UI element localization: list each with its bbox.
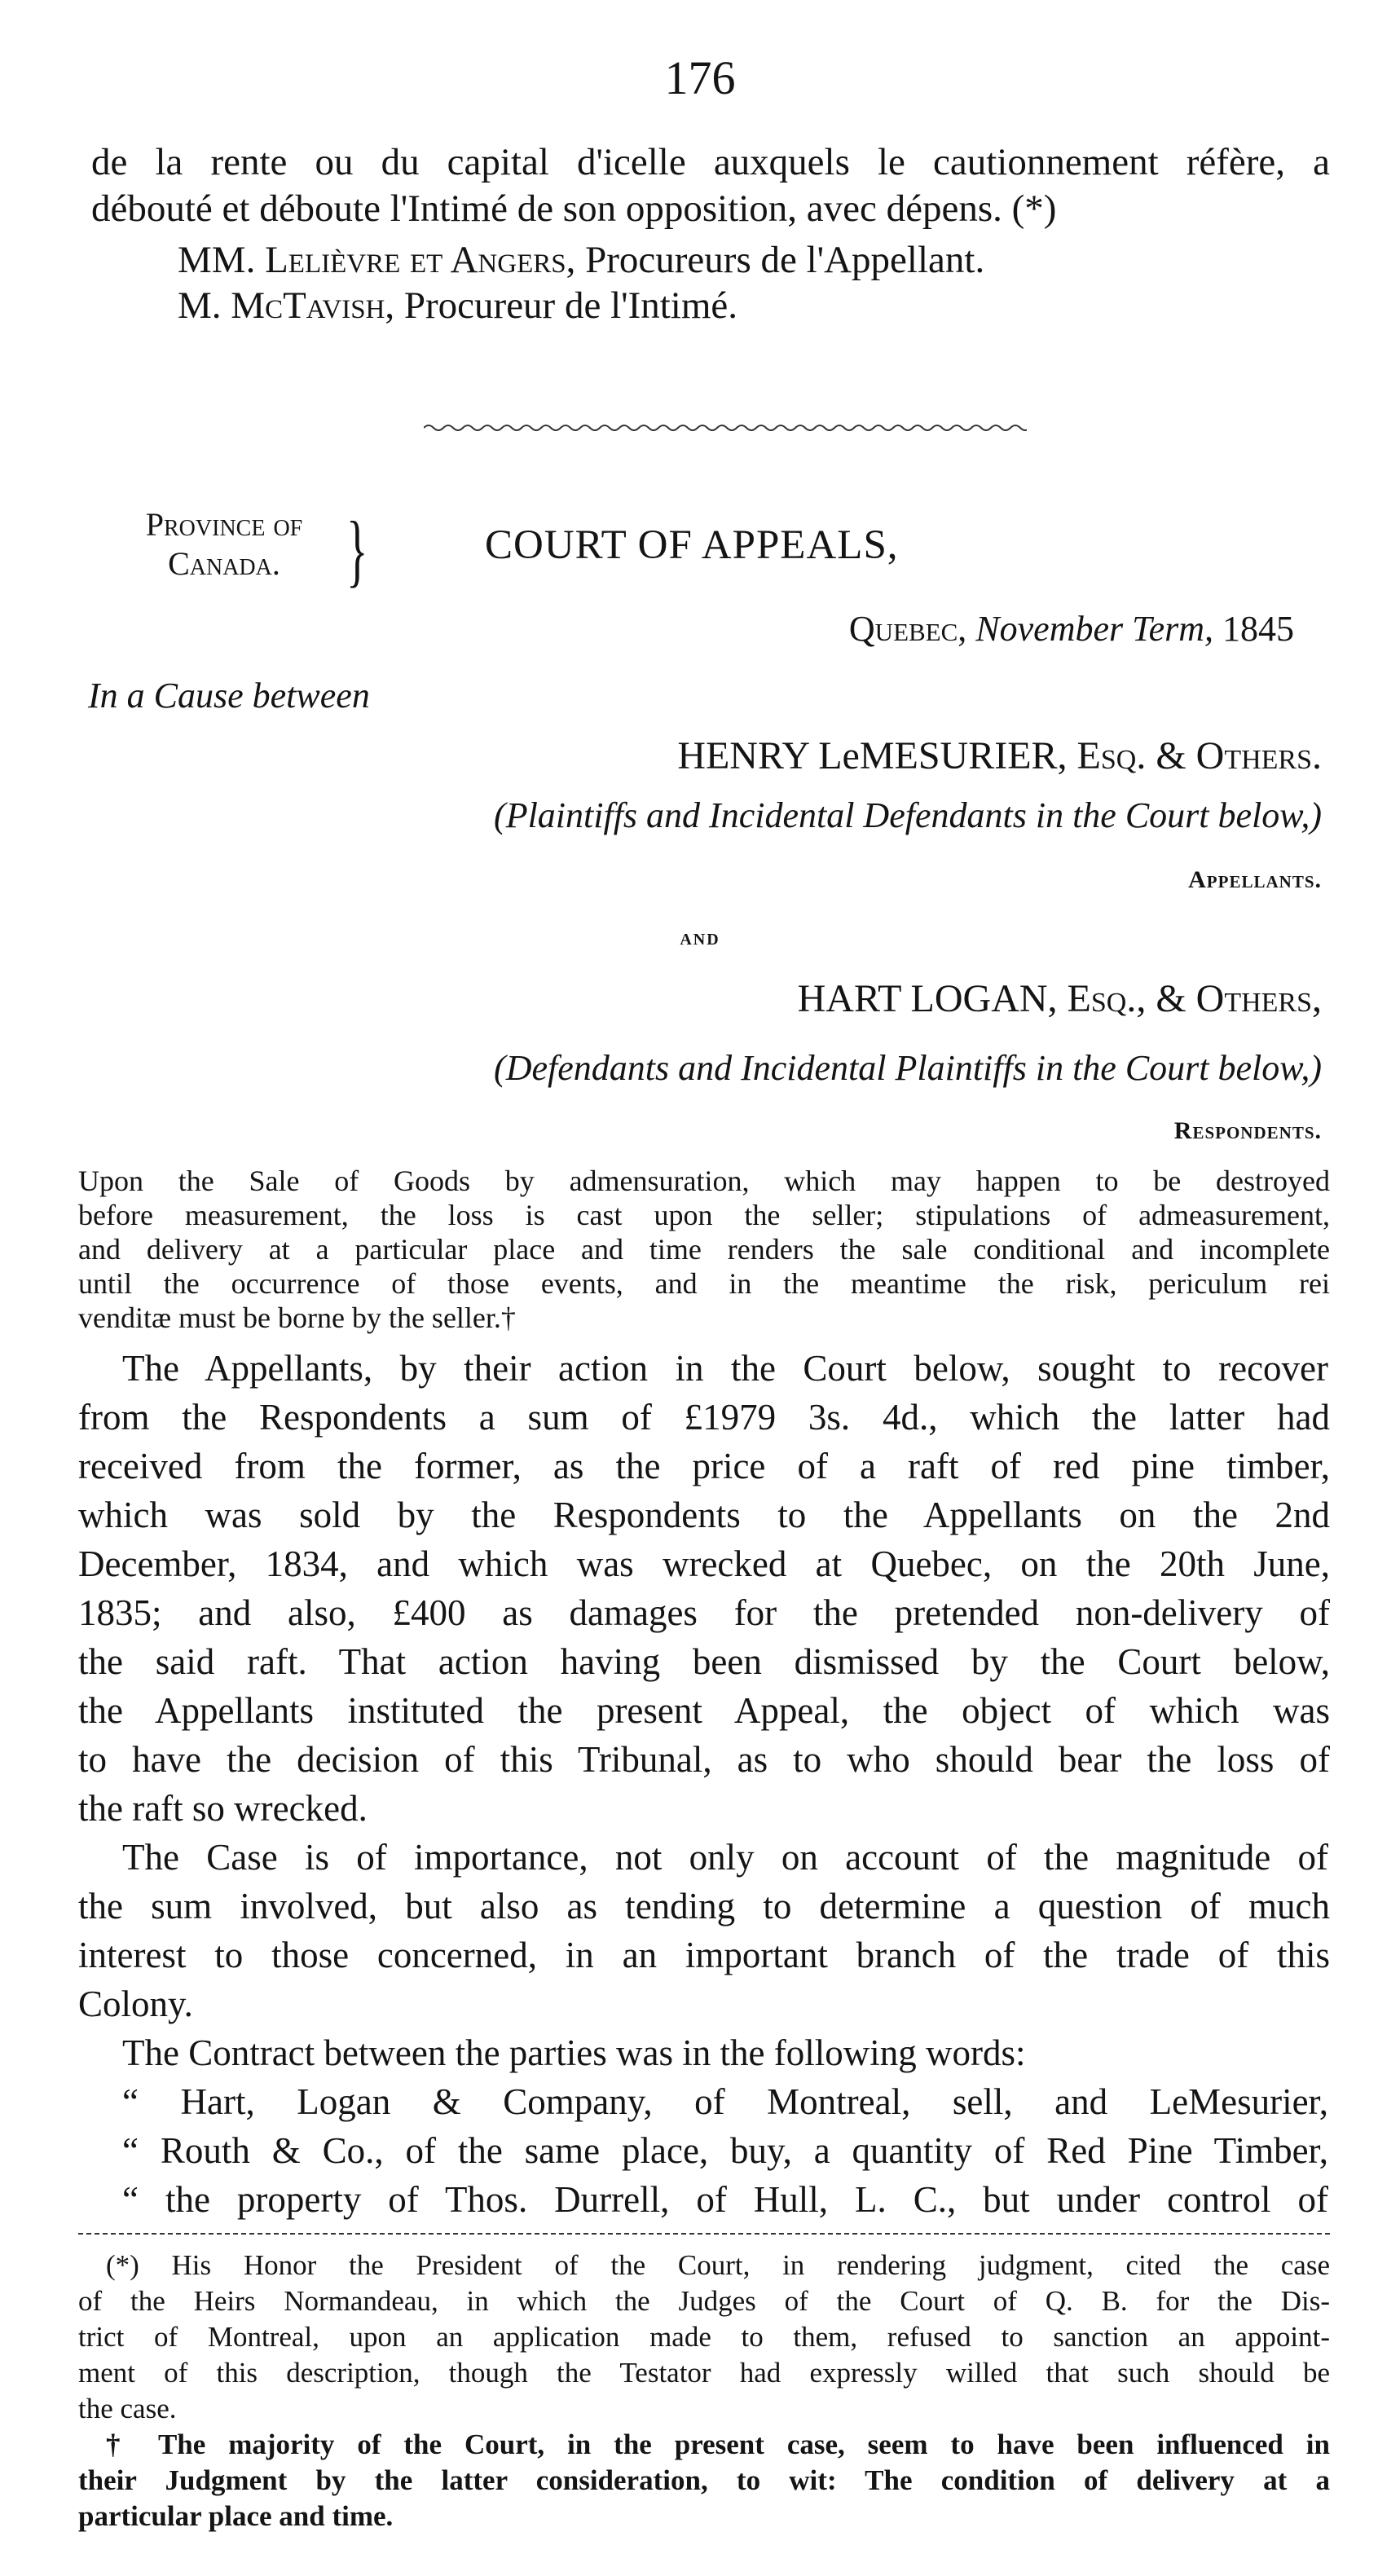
appellant-name: HENRY LeMESURIER, — [677, 734, 1068, 777]
body-line: the sum involved, but also as tending to determine a question of much — [78, 1886, 1330, 1926]
body-line: the Appellants instituted the present Appeal, the object of which was — [78, 1690, 1330, 1731]
respondent-suffix: Esq., & Others, — [1067, 977, 1322, 1020]
body-line: interest to those concerned, in an important branch of the trade of this — [78, 1935, 1330, 1975]
body-line: which was sold by the Respondents to the Appellants on the 2nd — [78, 1495, 1330, 1535]
respondent-name-line — [798, 976, 1322, 1021]
body-line: The Appellants, by their action in the Court below, sought to recover — [122, 1348, 1328, 1389]
footnote-line: their Judgment by the latter consideration, to wit: The condition of delivery at a — [78, 2464, 1330, 2496]
body-line: “ Hart, Logan & Company, of Montreal, sell, and LeMesurier, — [122, 2081, 1328, 2122]
term-line — [849, 608, 1294, 650]
province-line: Canada. — [168, 545, 280, 582]
footnote-rule — [78, 2233, 1330, 2235]
procureur-prefix: M. — [178, 284, 222, 327]
court-title: COURT OF APPEALS, — [485, 522, 899, 568]
procureurs-role: Procureurs de l'Appellant. — [585, 239, 985, 281]
body-line: Colony. — [78, 1984, 193, 2024]
procureurs-names: Lelièvre et Angers, — [265, 239, 576, 281]
respondent-role: Respondents. — [1173, 1117, 1322, 1144]
headnote-line: and delivery at a particular place and time renders the sale conditional and incomplete — [78, 1233, 1330, 1266]
footnote-line: (*) His Honor the President of the Court, in rendering judgment, cited the case — [106, 2249, 1330, 2281]
appellant-suffix: Esq. & Others. — [1076, 734, 1322, 777]
ornamental-divider — [424, 416, 1027, 440]
headnote-line: before measurement, the loss is cast upon the seller; stipulations of admeasurement, — [78, 1199, 1330, 1231]
body-line: 1835; and also, £400 as damages for the pretended non-delivery of — [78, 1592, 1330, 1633]
footnote-line: trict of Montreal, upon an application made to them, refused to sanction an appoint- — [78, 2321, 1330, 2353]
appellant-name-line — [677, 733, 1322, 778]
appellant-description: (Plaintiffs and Incidental Defendants in the Court below,) — [494, 795, 1322, 835]
body-line: to have the decision of this Tribunal, as to who should bear the loss of — [78, 1739, 1330, 1780]
and-divider: and — [680, 925, 720, 950]
footnote-line: particular place and time. — [78, 2500, 394, 2532]
province-label — [90, 505, 359, 583]
footnote-line: of the Heirs Normandeau, in which the Judges of the Court of Q. B. for the Dis- — [78, 2285, 1330, 2317]
body-line: the raft so wrecked. — [78, 1788, 368, 1829]
body-line: The Case is of importance, not only on account of the magnitude of — [122, 1837, 1328, 1878]
body-line: from the Respondents a sum of £1979 3s. 4d., which the latter had — [78, 1397, 1330, 1438]
term-name: November Term, — [975, 609, 1213, 649]
respondent-name: HART LOGAN, — [797, 977, 1058, 1020]
body-line: The Contract between the parties was in the following words: — [122, 2032, 1026, 2073]
footnote-line: the case. — [78, 2393, 177, 2424]
body-line: December, 1834, and which was wrecked at Quebec, on the 20th June, — [78, 1543, 1330, 1584]
body-line: “ the property of Thos. Durrell, of Hull, L. C., but under control of — [122, 2179, 1328, 2220]
procureur-role: Procureur de l'Intimé. — [403, 284, 738, 327]
respondent-description: (Defendants and Incidental Plaintiffs in the Court below,) — [494, 1048, 1322, 1088]
term-place: Quebec, — [848, 609, 967, 649]
headnote-line: venditæ must be borne by the seller.† — [78, 1301, 516, 1334]
body-line: “ Routh & Co., of the same place, buy, a quantity of Red Pine Timber, — [122, 2130, 1328, 2171]
procureurs-appellant — [178, 238, 984, 282]
case-intro: In a Cause between — [88, 676, 370, 716]
text-line: débouté et déboute l'Intimé de son opposition, avec dépens. (*) — [91, 187, 1057, 230]
footnote-line: † The majority of the Court, in the present case, seem to have been influenced in — [106, 2428, 1330, 2460]
province-line: Province of — [145, 506, 303, 543]
headnote-line: until the occurrence of those events, and in the meantime the risk, periculum rei — [78, 1267, 1330, 1300]
appellant-role: Appellants. — [1188, 866, 1322, 893]
page-number: 176 — [664, 51, 736, 104]
headnote-line: Upon the Sale of Goods by admensuration, which may happen to be destroyed — [78, 1165, 1330, 1197]
body-line: received from the former, as the price of a raft of red pine timber, — [78, 1446, 1330, 1486]
text-line: de la rente ou du capital d'icelle auxquels le cautionnement réfère, a — [91, 141, 1330, 183]
brace-glyph: } — [346, 504, 368, 595]
body-line: the said raft. That action having been dismissed by the Court below, — [78, 1641, 1330, 1682]
procureur-intime — [178, 284, 737, 328]
term-year: 1845 — [1222, 609, 1294, 649]
procureurs-prefix: MM. — [178, 239, 256, 281]
footnote-line: ment of this description, though the Testator had expressly willed that such should be — [78, 2357, 1330, 2389]
procureur-names: McTavish, — [231, 284, 395, 327]
